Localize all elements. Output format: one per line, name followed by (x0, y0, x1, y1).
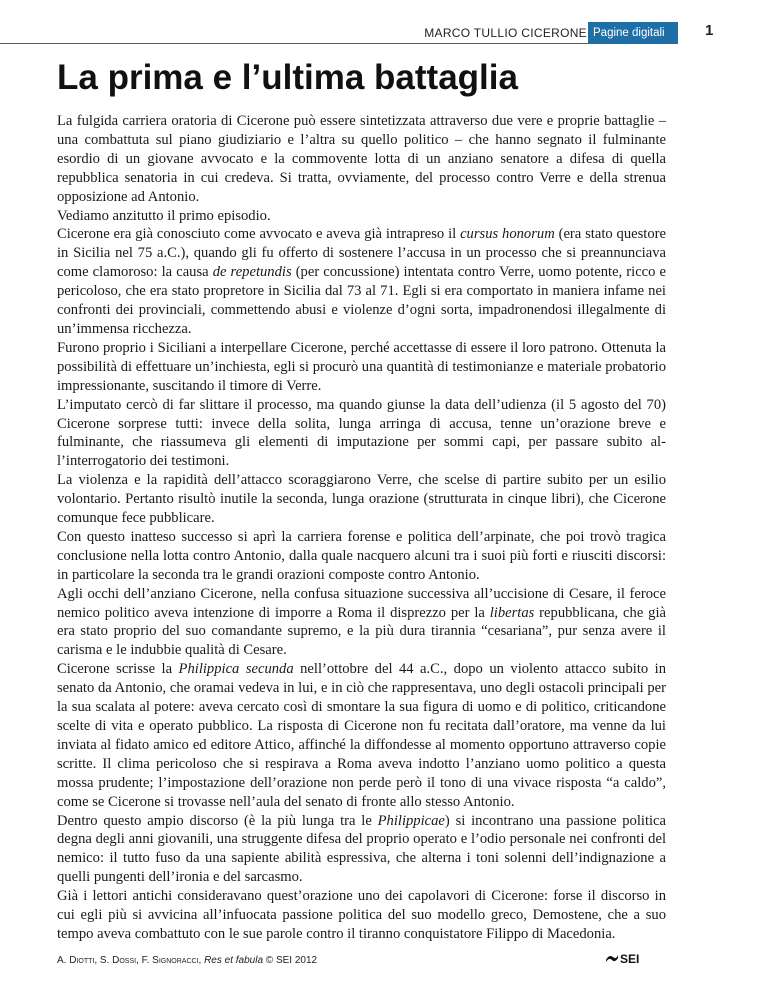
footer-credit-authors: A. Diotti, S. Dossi, F. Signoracci, (57, 955, 205, 966)
body-paragraph (57, 207, 666, 226)
footer-credit-rest: © SEI 2012 (263, 955, 318, 966)
body-paragraph (57, 585, 666, 661)
italic-term: libertas (489, 604, 535, 621)
italic-term: cursus honorum (460, 226, 555, 243)
text-run: Già i lettori antichi consideravano quest’orazione uno dei capolavori di Cicerone: forse il discorso in cui egli più si avvicina all’infuocata passione politica del suo modello greco, Demostene, che a suo tempo aveva combattuto con le sue parole contro il tiranno conquistatore Filippo di Macedonia. (57, 888, 666, 942)
text-run: Cicerone era già conosciuto come avvocato e aveva già intrapreso il (57, 226, 461, 243)
body-paragraph (57, 339, 666, 396)
body-text (57, 112, 666, 944)
text-run: (era stato questore in Sicilia nel 75 a.C.), quando gli fu offerto di sostenere l’accusa in un processo che si preannunciava come clamoroso: la causa (57, 226, 666, 281)
text-run: L’imputato cercò di far slittare il processo, ma quando giunse la data dell’udienza (il 5 agosto del 70) Cicerone sorprese tutti: invece della solita, lunga arringa di accusa, tenne un’orazione breve e fulminante, che riassumeva gli elementi di imputazione per sommi capi, per passare subito all’interrogatorio dei testimoni. (57, 396, 666, 470)
text-run: repubblicana, che già era stato proprio del suo comandante supremo, e la più dura tirannia “cesariana”, pur senza avere il carisma e le indubbie qualità di Cesare. (57, 604, 666, 659)
italic-term: Philippica secunda (178, 661, 294, 678)
text-run: Furono proprio i Siciliani a interpellare Cicerone, perché accettasse di essere il loro patrono. Ottenuta la possibilità di effettuare un’inchiesta, egli si procurò una quantità di testimonianze e materiale probatorio impressionante, suscitando il timore di Verre. (57, 339, 666, 394)
body-paragraph (57, 112, 666, 207)
text-run: La violenza e la rapidità dell’attacco scoraggiarono Verre, che scelse di partire subito per un esilio volontario. Pertanto risultò inutile la seconda, lunga orazione (strutturata in cinque libri), che Cicerone comunque fece pubblicare. (57, 472, 666, 527)
text-run: Vediamo anzitutto il primo episodio. (57, 207, 271, 224)
body-paragraph (57, 660, 666, 811)
italic-term: de repetundis (212, 264, 292, 281)
body-paragraph (57, 887, 666, 944)
text-run: Con questo inatteso successo si aprì la carriera forense e politica dell’arpinate, che poi trovò tragica conclusione nella lotta contro Antonio, dalla quale nacquero alcuni tra i suoi più forti e riusciti discorsi: in particolare la seconda tra le grandi orazioni composte contro Antonio. (57, 528, 666, 583)
body-paragraph (57, 528, 666, 585)
page-number: 1 (705, 22, 714, 39)
footer-credit-work: Res et fabula (204, 955, 264, 966)
running-header (0, 22, 768, 46)
text-run: ) si incontrano una passione politica degna degli anni giovanili, una struggente difesa del proprio operato e l’odio personale nei confronti del nemico: il tutto fuso da una sapiente abilità espressiva, che alterna i toni solenni dell’indignazione a quelli pungenti dell’ironia e del sarcasmo. (57, 812, 667, 886)
body-paragraph (57, 812, 666, 888)
text-run: (per concussione) intentata contro Verre, uomo potente, ricco e pericoloso, che era stato propretore in Sicilia dal 73 al 71. Egli si era comportato in maniera infame nei confronti dei provinciali, commettendo abusi e violenze d’ogni sorta, impadronendosi illegalmente di un’immensa ricchezza. (57, 264, 666, 337)
italic-term: Philippicae (377, 812, 445, 829)
footer-credit (57, 955, 317, 966)
body-paragraph (57, 396, 666, 472)
page-title: La prima e l’ultima battaglia (57, 58, 518, 97)
header-author: MARCO TULLIO CICERONE (424, 26, 587, 40)
publisher-logo (605, 952, 639, 966)
text-run: Cicerone scrisse la (57, 661, 179, 678)
text-run: nell’ottobre del 44 a.C., dopo un violento attacco subito in senato da Antonio, che oramai vedeva in lui, e in ciò che rappresentava, uno degli ostacoli principali per la sua scalata al potere: aveva cercato così di smontare la sua figura di uomo e di politico, criticandone scelte di vita e operato pubblico. La risposta di Cicerone non fu recitata dall’oratore, ma venne da lui inviata al fidato amico ed editore Attico, affinché la diffondesse al momento opportuno attraverso copie scritte. Il clima pericoloso che si respirava a Roma aveva indotto l’anziano uomo politico a questa mossa prudente; l’impostazione dell’orazione non perde però il tono di una vivace risposta “a caldo”, come se Cicerone si trovasse nell’aula del senato di fronte allo stesso Antonio. (57, 661, 666, 810)
body-paragraph (57, 471, 666, 528)
text-run: La fulgida carriera oratoria di Cicerone può essere sintetizzata attraverso due vere e proprie battaglie – una combattuta sul piano giudiziario e l’altra su quello politico – che hanno segnato il fulminante esordio di un giovane avvocato e la commovente lotta di un anziano senatore a difesa di quella repubblica senatoria in cui credeva. Si tratta, ovviamente, del processo contro Verre e della strenua opposizione ad Antonio. (57, 113, 666, 205)
text-run: Agli occhi dell’anziano Cicerone, nella confusa situazione successiva all’uccisione di Cesare, il feroce nemico politico aveva intenzione di imporre a Roma il disprezzo per la (57, 585, 666, 621)
sei-logo-icon (605, 952, 619, 966)
publisher-logo-text: SEI (620, 952, 640, 966)
text-run: Dentro questo ampio discorso (è la più lunga tra le (57, 812, 378, 829)
header-section-tag: Pagine digitali (588, 22, 678, 44)
body-paragraph (57, 225, 666, 338)
header-rule (0, 43, 678, 44)
